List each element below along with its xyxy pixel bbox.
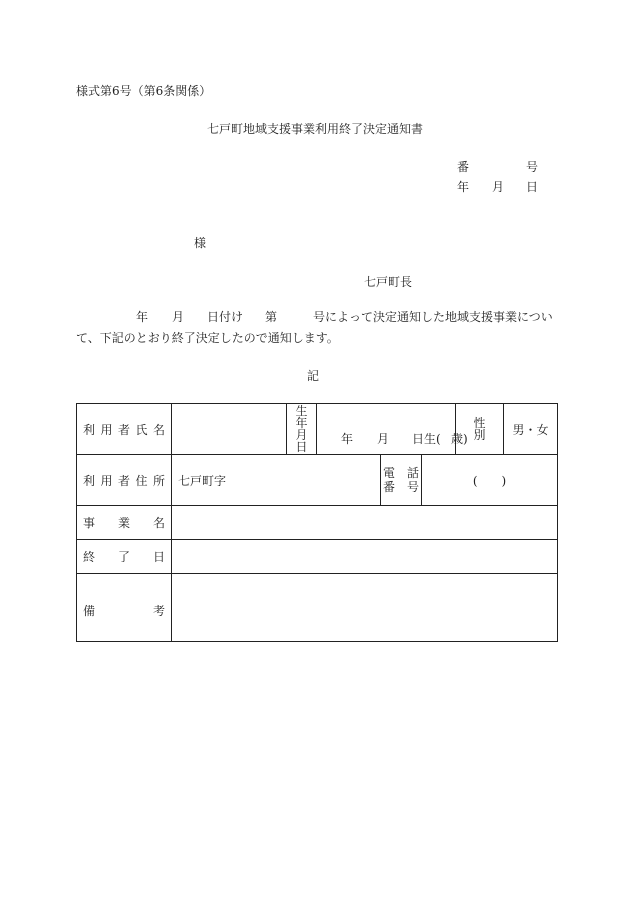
gender-value[interactable]: 男・女 (504, 404, 558, 455)
table-row (77, 574, 558, 642)
table-row (77, 506, 558, 540)
remarks-value[interactable] (172, 574, 558, 642)
dob-label: 生 年 月 日 (287, 404, 317, 455)
gender-label: 性 別 (456, 404, 504, 455)
end-date-value[interactable] (172, 540, 558, 574)
addressee-honorific: 様 (194, 236, 207, 250)
date-day-label: 日 (526, 180, 539, 194)
date-month-label: 月 (492, 180, 505, 194)
document-title: 七戸町地域支援事業利用終了決定通知書 (206, 122, 423, 136)
body-dai: 第 (265, 310, 278, 324)
ki-heading: 記 (307, 369, 320, 383)
dob-year: 年 (341, 432, 354, 446)
end-date-label: 終 了 日 (77, 540, 172, 574)
number-label-go: 号 (526, 160, 539, 174)
address-value[interactable]: 七戸町字 (172, 455, 381, 506)
user-name-value[interactable] (172, 404, 287, 455)
table-row (77, 404, 558, 455)
phone-value[interactable]: ( ) (422, 455, 558, 506)
dob-age: 歳) (451, 432, 468, 446)
business-name-value[interactable] (172, 506, 558, 540)
body-day-dated: 日付け (207, 310, 244, 324)
sender-name: 七戸町長 (364, 275, 413, 289)
body-rest: 号によって決定通知した地域支援事業につい (313, 310, 553, 324)
phone-label: 電 話 番 号 (381, 455, 422, 506)
user-name-label: 利 用 者 氏 名 (77, 404, 172, 455)
date-year-label: 年 (457, 180, 470, 194)
form-number: 様式第6号（第6条関係） (76, 84, 212, 98)
user-info-table (76, 403, 558, 642)
body-month: 月 (172, 310, 185, 324)
body-year: 年 (136, 310, 149, 324)
dob-value[interactable] (317, 404, 468, 455)
remarks-label: 備 考 (77, 574, 172, 642)
body-line-2: て、下記のとおり終了決定したので通知します。 (76, 331, 339, 345)
address-label: 利 用 者 住 所 (77, 455, 172, 506)
dob-day-birth: 日生( (412, 432, 441, 446)
table-row (77, 455, 558, 506)
table-row (77, 540, 558, 574)
dob-month: 月 (377, 432, 390, 446)
business-name-label: 事 業 名 (77, 506, 172, 540)
number-label-ban: 番 (457, 160, 470, 174)
